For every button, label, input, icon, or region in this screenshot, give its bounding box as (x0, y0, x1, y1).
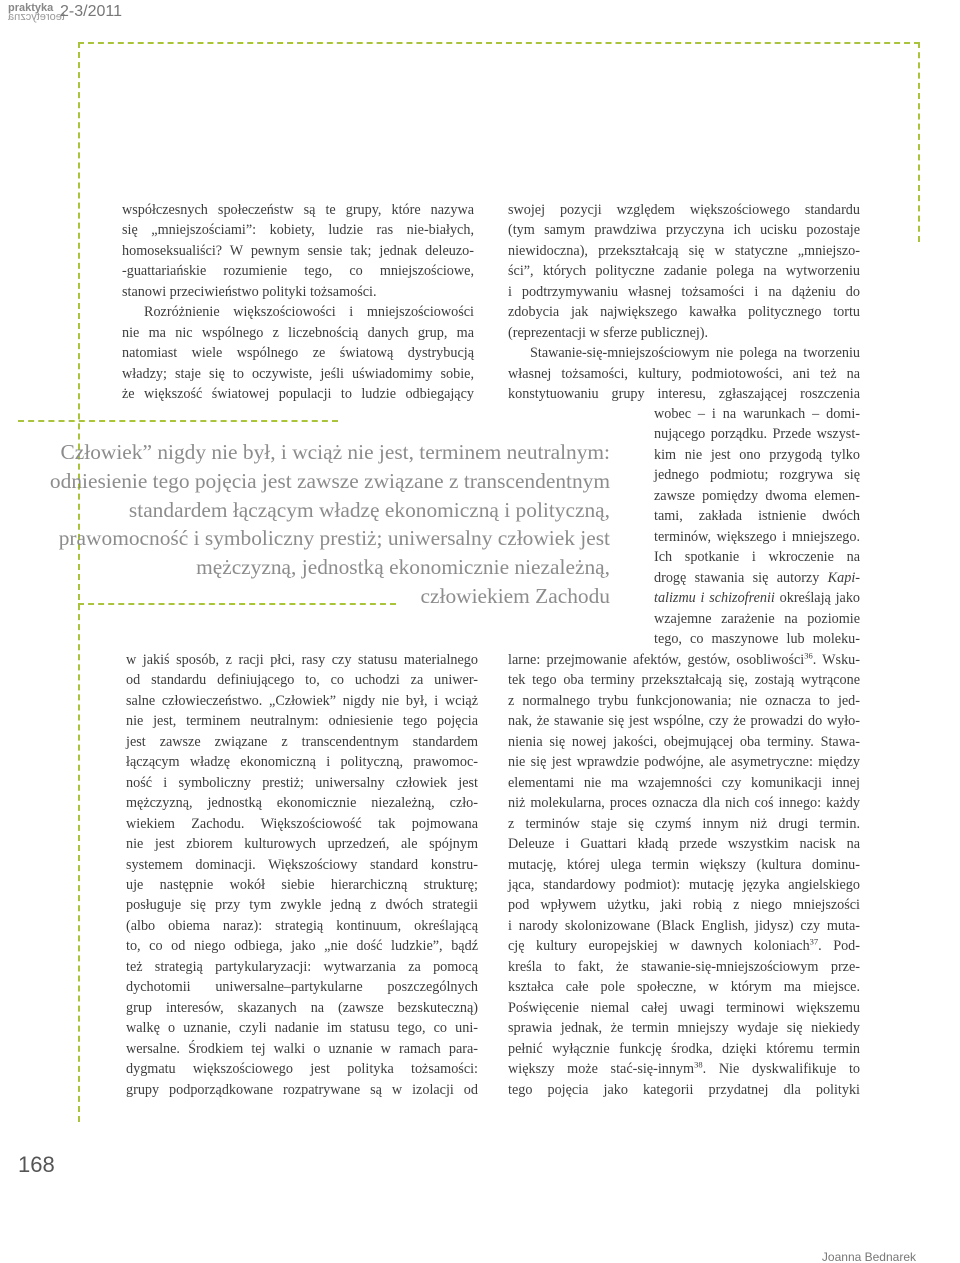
pull-quote-line: człowiekiem Zachodu (420, 583, 610, 608)
text-line: to, co od niego odbiega, jako „nie dość ludzkie”, bądź (126, 938, 478, 955)
text-line: zawsze pomiędzy dwoma elemen- (654, 487, 860, 504)
right-column-narrow (654, 404, 860, 649)
journal-brand-mirrored: teoretyczna (8, 11, 65, 23)
text-line: uje następnie wokół siebie hierarchiczną strukturę; (126, 876, 478, 893)
footnote-ref[interactable]: 38 (694, 1059, 703, 1070)
text-run: . Wsku- (812, 652, 860, 668)
page-number: 168 (18, 1152, 55, 1177)
text-line: (reprezentacji w sferze publicznej). (508, 324, 709, 341)
journal-brand: praktyka (8, 2, 54, 14)
text-line: pod wpływem użytku, jaki robią z niego mniejszości (508, 897, 860, 914)
text-line: jest zawsze związane z transcendentnym standardem (126, 733, 478, 750)
text-run: larne: przejmowanie afektów, gestów, osobliwości (508, 652, 805, 668)
text-line: od standardu definiującego to, co uchodzi za uniwer- (126, 672, 478, 689)
text-line: (albo obiema naraz): strategią kontinuum, określającą (126, 917, 478, 934)
text-line: stanowi przeciwieństwo polityki tożsamości. (122, 283, 377, 300)
text-line: nie jest, terminem neutralnym: odniesienie tego pojęcia (126, 713, 478, 730)
pull-quote-line: prawomocność i symboliczny prestiż; uniwersalny człowiek jest (58, 526, 610, 551)
text-line: systemem dominacji. Większościowy standard konstru- (126, 856, 478, 873)
text-line: z terminów staje się czymś innym niż drugi termin. (508, 815, 860, 832)
text-line: elementami nie ma wzajemności czy komunikacji innej (508, 774, 860, 791)
text-line: tego pojęcia jako kategorii przydatnej dla polityki (508, 1081, 860, 1098)
text-line: ści”, których polityczne zadanie polega na wytworzeniu (508, 263, 860, 280)
text-line: nującego porządku. Przede wszyst- (654, 426, 860, 443)
text-line: grupy podporządkowane rozpatrywane są w izolacji od (126, 1081, 478, 1098)
footnote-ref[interactable]: 36 (804, 650, 813, 661)
text-line: współczesnych społeczeństw są te grupy, które nazywa (122, 202, 474, 218)
pull-quote-line: Człowiek” nigdy nie był, i wciąż nie jest, terminem neutralnym: (60, 440, 610, 464)
text-line: w jakiś sposób, z racji płci, rasy czy statusu materialnego (126, 652, 478, 668)
text-line (654, 568, 860, 588)
text-line: wobec – i na warunkach – domi- (654, 406, 860, 422)
book-title-italic: talizmu i schizofrenii (654, 590, 775, 607)
pull-quote-line: odniesienie tego pojęcia jest zawsze związane z transcendentnym (49, 468, 610, 493)
text-line: Ich spotkanie i wkroczenie na (654, 549, 860, 566)
text-line: i podtrzymywaniu własnej tożsamości i na dążeniu do (508, 283, 860, 300)
text-run: większy może stać-się-innym (508, 1061, 695, 1078)
text-line: wzajemne zarażenie na poziomie (654, 610, 860, 627)
text-line: nienia się nowej jakości, obejmującej oba terminy. Stawa- (508, 733, 860, 750)
quote-top-dashed-rule (18, 420, 338, 422)
pull-quote-line: standardem łączącym władzę ekonomiczną i polityczną, (128, 497, 610, 522)
pull-quote-line: mężczyzną, jednostką ekonomicznie niezależną, (196, 555, 610, 580)
issue-number: 2-3/2011 (60, 3, 122, 20)
text-line: mutację, której ulega termin większy (kultura dominu- (508, 856, 860, 873)
text-line: -guattariańskie rozumienie tego, co mniejszościowe, (122, 263, 474, 280)
text-line: nie ma nic wspólnego z liczebnością danych grup, ma (122, 324, 474, 341)
text-line: tami, zakłada istnienie dwóch (654, 508, 860, 525)
text-line: mężczyzną, jednostką ekonomicznie niezależną, czło- (126, 795, 478, 812)
top-dashed-rule (78, 42, 920, 44)
right-dashed-rule (918, 42, 920, 242)
text-line: homoseksualiści? W pewnym sensie tak; jednak deleuzo- (122, 242, 474, 259)
text-line: nak, że stawanie się jest wspólne, czy że prowadzi do wyło- (508, 713, 860, 730)
text-line: sprawia jednak, że termin mniejszy wydaje się niekiedy (508, 1020, 860, 1037)
text-run: . Pod- (818, 938, 861, 955)
text-line: Deleuze i Guattari kładą przede wszystkim nacisk na (508, 836, 860, 853)
author-name: Joanna Bednarek (821, 1250, 916, 1263)
text-line: Poświęcenie niemal całej uwagi terminowi większemu (508, 999, 860, 1016)
text-line: (tym samym prawdziwa przyczyna ich ucisku pozostaje (508, 222, 860, 239)
text-line: wersalne. Środkiem tej walki o uznanie w ramach para- (126, 1040, 478, 1057)
text-line: niż molekularna, proces oznacza dla nich coś innego: każdy (508, 795, 860, 812)
text-line: swojej pozycji względem większościowego standardu (508, 202, 860, 218)
text-line: tego, co maszynowe lub moleku- (654, 630, 860, 647)
text-run: drogę stawania się autorzy (654, 569, 828, 586)
text-line: nie się jest wprawdzie podwójne, ale asymetryczne: między (508, 754, 860, 771)
text-line: się „mniejszościami”: kobiety, ludzie ras nie-białych, (122, 222, 474, 239)
text-line: dygmatu większościowego jest polityka tożsamości: (126, 1061, 478, 1078)
text-line: łączącym władzę ekonomiczną i polityczną, prawomoc- (126, 754, 478, 771)
text-line: władzy; staje się to oczywiste, jeśli uświadomimy sobie, (122, 365, 474, 382)
text-line: też strategią partykularyzacji: wytwarzania za pomocą (126, 958, 478, 975)
text-line: że większość światowej populacji to ludzie odbiegający (122, 386, 474, 403)
text-line: tek tego oba terminy przekształcają się, zostają wytrącone (508, 672, 860, 689)
text-line (508, 650, 860, 670)
text-line: nie jest zbiorem kulturowych uprzedzeń, ale spójnym (126, 836, 478, 853)
text-run: . Nie dyskwalifikuje to (702, 1061, 860, 1078)
text-line: niewidoczna), przekształcają się w statyczne „mniejszo- (508, 242, 860, 259)
text-line: zdobycia jak największego kawałka politycznego tortu (508, 304, 860, 321)
text-line: jąca, standardowy podmiot): mutację języka angielskiego (508, 876, 860, 893)
text-line: Stawanie-się-mniejszościowym nie polega na tworzeniu (530, 345, 860, 362)
text-line: konstytuowaniu grupy interesu, zgłaszającej roszczenia (508, 386, 860, 403)
text-line: grup interesów, skazanych na (zawsze bezskuteczną) (126, 999, 478, 1016)
text-line: dychotomii uniwersalne–partykularne poszczególnych (126, 979, 478, 996)
text-line: kształca całe pole społeczne, w którym ma miejsce. (508, 979, 860, 996)
text-line: kim nie jest ono przygodą tylko (654, 446, 860, 463)
text-line: z normalnego trybu funkcjonowania; nie oznacza to jed- (508, 692, 860, 709)
text-run: określają jako (774, 590, 861, 607)
text-line: i narody skolonizowane (Black English, jidysz) czy muta- (508, 917, 860, 934)
text-run: cję kultury europejskiej w dawnych koloniach (508, 938, 810, 955)
right-column-top (508, 200, 860, 405)
text-line: własnej tożsamości, kultury, podmiotowości, ani też na (508, 365, 860, 382)
footnote-ref[interactable]: 37 (809, 936, 819, 947)
text-line: terminów, większego i mniejszego. (654, 528, 860, 545)
text-line (508, 1059, 860, 1079)
right-column-bottom (508, 650, 860, 1100)
text-line: walkę o uznanie, czyli nadanie im statusu tego, co uni- (126, 1020, 478, 1037)
text-line (508, 936, 860, 956)
book-title-italic: Kapi- (827, 569, 860, 586)
text-line: Rozróżnienie większościowości i mniejszościowości (144, 304, 474, 321)
text-line (654, 588, 860, 608)
text-line: natomiast wiele wspólnego ze światową dystrybucją (122, 345, 474, 362)
text-line: ność i symboliczny prestiż; uniwersalny człowiek jest (126, 774, 478, 791)
left-column-bottom (126, 650, 478, 1100)
left-column-top (122, 200, 474, 405)
text-line: salne człowieczeństwo. „Człowiek” nigdy nie był, i wciąż (126, 692, 478, 709)
pull-quote (14, 438, 610, 611)
text-line: pełnić wyłącznie funkcję środka, dzięki któremu termin (508, 1040, 860, 1057)
text-line: posługuje się przy tym zwykle jedną z dwóch strategii (126, 897, 478, 914)
text-line: jednego podmiotu; rozgrywa się (654, 467, 860, 484)
text-line: kreśla to fakt, że stawanie-się-mniejszościowym prze- (508, 958, 860, 975)
text-line: wiekiem Zachodu. Większościowość tak pojmowana (126, 815, 478, 832)
